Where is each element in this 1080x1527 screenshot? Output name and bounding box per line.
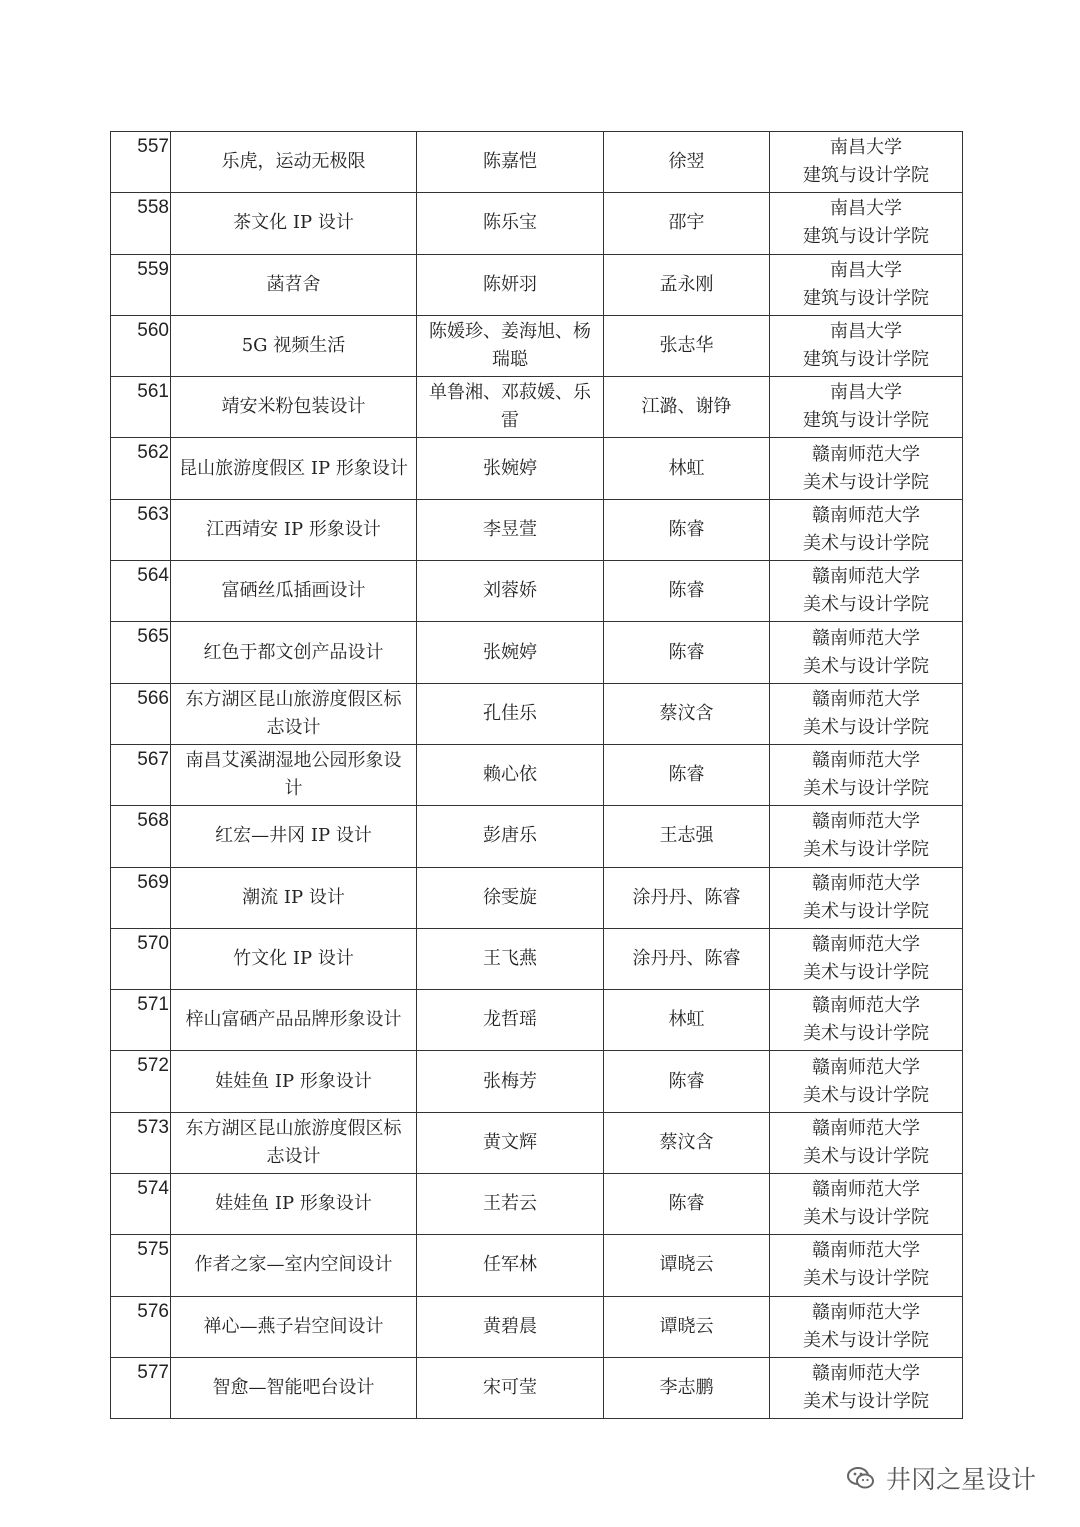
watermark: [846, 1458, 1036, 1498]
work-title-text: 红色于都文创产品设计: [203, 641, 384, 663]
work-title-text: 乐虎，运动无极限: [221, 151, 366, 173]
institution: [770, 622, 963, 683]
work-title: [171, 744, 417, 805]
author-name-text: 张婉婷: [483, 641, 537, 663]
advisor-name: [604, 683, 770, 744]
work-title: [171, 990, 417, 1051]
author-name-text: 陈嘉恺: [483, 151, 537, 173]
school-name: 赣南师范大学: [812, 811, 920, 833]
institution: [770, 315, 963, 376]
advisor-name-text: 谭晓云: [659, 1254, 714, 1276]
college-name: 美术与设计学院: [803, 839, 929, 861]
author-name: [417, 254, 604, 315]
work-title: [171, 132, 417, 193]
college-name: 美术与设计学院: [803, 1145, 929, 1167]
institution: [770, 990, 963, 1051]
work-title-text: 娃娃鱼 IP 形象设计: [215, 1193, 372, 1215]
table-row: [111, 1051, 963, 1112]
school-name: 赣南师范大学: [812, 750, 920, 772]
work-title: [171, 1357, 417, 1418]
table-row: [111, 315, 963, 376]
college-name: 建筑与设计学院: [803, 226, 929, 248]
author-name-text: 黄文辉: [483, 1131, 537, 1153]
school-name: 赣南师范大学: [812, 1056, 920, 1078]
author-name-text: 宋可莹: [483, 1377, 537, 1399]
institution: [770, 1112, 963, 1173]
school-name: 赣南师范大学: [812, 1179, 920, 1201]
work-title: [171, 1296, 417, 1357]
author-name: [417, 1235, 604, 1296]
school-name: 赣南师范大学: [812, 504, 920, 526]
advisor-name-text: 陈睿: [668, 641, 705, 663]
school-name: 赣南师范大学: [812, 995, 920, 1017]
institution: [770, 254, 963, 315]
work-title-text: 5G 视频生活: [241, 335, 346, 357]
institution: [770, 561, 963, 622]
author-name-text: 李昱萱: [483, 518, 537, 540]
work-title: [171, 1174, 417, 1235]
college-name: 建筑与设计学院: [803, 165, 929, 187]
institution: [770, 377, 963, 438]
advisor-name-text: 张志华: [659, 335, 714, 357]
row-number: 568: [111, 806, 171, 867]
table-row: [111, 806, 963, 867]
author-name: [417, 1112, 604, 1173]
college-name: 美术与设计学院: [803, 532, 929, 554]
author-name-text: 陈妍羽: [483, 273, 537, 295]
author-name-text: 张婉婷: [483, 457, 537, 479]
work-title: [171, 254, 417, 315]
table-row: [111, 1235, 963, 1296]
table-row: [111, 254, 963, 315]
advisor-name: [604, 315, 770, 376]
advisor-name-text: 李志鹏: [659, 1377, 714, 1399]
advisor-name: [604, 254, 770, 315]
advisor-name: [604, 990, 770, 1051]
work-title: [171, 1051, 417, 1112]
work-title-text: 竹文化 IP 设计: [233, 948, 354, 969]
work-title: [171, 1112, 417, 1173]
work-title-text: 智愈—智能吧台设计: [212, 1377, 375, 1399]
work-title: [171, 1235, 417, 1296]
table-row: [111, 1357, 963, 1418]
table-row: [111, 928, 963, 989]
college-name: 建筑与设计学院: [803, 410, 929, 432]
advisor-name: [604, 867, 770, 928]
institution: [770, 438, 963, 499]
author-name: [417, 1051, 604, 1112]
wechat-icon: [846, 1463, 876, 1493]
school-name: 南昌大学: [830, 382, 902, 404]
table-row: [111, 377, 963, 438]
school-name: 南昌大学: [830, 259, 902, 281]
row-number: 562: [111, 438, 171, 499]
table-row: [111, 1296, 963, 1357]
work-title: [171, 622, 417, 683]
school-name: 赣南师范大学: [812, 688, 920, 710]
row-number: 564: [111, 561, 171, 622]
institution: [770, 806, 963, 867]
school-name: 赣南师范大学: [812, 627, 920, 649]
row-number: 566: [111, 683, 171, 744]
author-name: [417, 806, 604, 867]
work-title: [171, 438, 417, 499]
work-title-text: 昆山旅游度假区 IP 形象设计: [179, 457, 408, 479]
work-title-text: 菡苕舍: [266, 273, 321, 295]
college-name: 美术与设计学院: [803, 1391, 929, 1413]
advisor-name: [604, 438, 770, 499]
author-name-text: 单鲁湘、邓菽媛、乐雷: [429, 382, 591, 432]
table-row: [111, 132, 963, 193]
work-title-text: 梓山富硒产品品牌形象设计: [185, 1009, 402, 1031]
advisor-name: [604, 1357, 770, 1418]
school-name: 南昌大学: [830, 321, 902, 343]
author-name-text: 陈媛珍、姜海旭、杨瑞聪: [429, 321, 591, 371]
row-number: 570: [111, 928, 171, 989]
school-name: 南昌大学: [830, 137, 902, 159]
author-name: [417, 928, 604, 989]
author-name-text: 王飞燕: [483, 948, 537, 969]
school-name: 赣南师范大学: [812, 1363, 920, 1385]
author-name: [417, 315, 604, 376]
advisor-name: [604, 193, 770, 254]
institution: [770, 1051, 963, 1112]
advisor-name-text: 江潞、谢铮: [641, 396, 732, 418]
row-number: 560: [111, 315, 171, 376]
row-number: 572: [111, 1051, 171, 1112]
college-name: 美术与设计学院: [803, 594, 929, 616]
institution: [770, 132, 963, 193]
advisor-name: [604, 377, 770, 438]
row-number: 573: [111, 1112, 171, 1173]
work-title-text: 潮流 IP 设计: [242, 886, 345, 908]
row-number: 563: [111, 499, 171, 560]
advisor-name: [604, 744, 770, 805]
advisor-name-text: 蔡汶含: [659, 702, 714, 724]
institution: [770, 193, 963, 254]
institution: [770, 744, 963, 805]
row-number: 565: [111, 622, 171, 683]
work-title-text: 南昌艾溪湖湿地公园形象设计: [185, 750, 402, 800]
advisor-name: [604, 1296, 770, 1357]
institution: [770, 1296, 963, 1357]
advisor-name: [604, 1112, 770, 1173]
school-name: 赣南师范大学: [812, 1301, 920, 1323]
author-name-text: 赖心依: [483, 764, 537, 786]
advisor-name: [604, 561, 770, 622]
advisor-name: [604, 132, 770, 193]
row-number: 577: [111, 1357, 171, 1418]
advisor-name-text: 邵宇: [668, 212, 705, 234]
college-name: 建筑与设计学院: [803, 287, 929, 309]
college-name: 美术与设计学院: [803, 655, 929, 677]
advisor-name: [604, 622, 770, 683]
college-name: 美术与设计学院: [803, 1329, 929, 1351]
awards-table: [110, 131, 963, 1419]
college-name: 美术与设计学院: [803, 1268, 929, 1290]
table-row: [111, 622, 963, 683]
advisor-name-text: 蔡汶含: [659, 1131, 714, 1153]
author-name: [417, 438, 604, 499]
author-name-text: 陈乐宝: [483, 212, 537, 234]
table-row: [111, 867, 963, 928]
table-row: [111, 683, 963, 744]
row-number: 575: [111, 1235, 171, 1296]
author-name-text: 龙哲瑶: [483, 1009, 537, 1031]
author-name-text: 彭唐乐: [483, 825, 537, 847]
watermark-text: 井冈之星设计: [886, 1465, 1037, 1494]
advisor-name-text: 王志强: [659, 825, 714, 847]
work-title: [171, 561, 417, 622]
work-title-text: 茶文化 IP 设计: [233, 212, 354, 234]
work-title-text: 红宏—井冈 IP 设计: [215, 825, 372, 847]
author-name: [417, 622, 604, 683]
row-number: 561: [111, 377, 171, 438]
author-name: [417, 990, 604, 1051]
college-name: 美术与设计学院: [803, 778, 929, 800]
advisor-name: [604, 806, 770, 867]
author-name-text: 孔佳乐: [483, 702, 537, 724]
table-row: [111, 561, 963, 622]
advisor-name: [604, 499, 770, 560]
work-title-text: 富硒丝瓜插画设计: [221, 580, 366, 602]
row-number: 569: [111, 867, 171, 928]
author-name-text: 王若云: [483, 1193, 537, 1215]
row-number: 557: [111, 132, 171, 193]
advisor-name: [604, 928, 770, 989]
advisor-name-text: 孟永刚: [659, 273, 714, 295]
college-name: 美术与设计学院: [803, 962, 929, 983]
table-row: [111, 1112, 963, 1173]
college-name: 美术与设计学院: [803, 1023, 929, 1045]
institution: [770, 683, 963, 744]
awards-table-body: [111, 132, 963, 1419]
work-title-text: 娃娃鱼 IP 形象设计: [215, 1070, 372, 1092]
author-name-text: 黄碧晨: [483, 1315, 537, 1337]
author-name-text: 刘蓉娇: [483, 580, 537, 602]
work-title: [171, 315, 417, 376]
author-name: [417, 132, 604, 193]
school-name: 赣南师范大学: [812, 1117, 920, 1139]
table-row: [111, 193, 963, 254]
school-name: 赣南师范大学: [812, 443, 920, 465]
table-row: [111, 499, 963, 560]
school-name: 赣南师范大学: [812, 872, 920, 894]
institution: [770, 928, 963, 989]
table-row: [111, 438, 963, 499]
advisor-name-text: 陈睿: [668, 1070, 705, 1092]
institution: [770, 499, 963, 560]
author-name: [417, 744, 604, 805]
work-title: [171, 867, 417, 928]
table-row: [111, 990, 963, 1051]
advisor-name-text: 陈睿: [668, 764, 705, 786]
advisor-name-text: 谭晓云: [659, 1315, 714, 1337]
school-name: 赣南师范大学: [812, 934, 920, 955]
author-name: [417, 499, 604, 560]
college-name: 美术与设计学院: [803, 471, 929, 493]
author-name-text: 张梅芳: [483, 1070, 537, 1092]
advisor-name: [604, 1051, 770, 1112]
work-title: [171, 193, 417, 254]
work-title: [171, 928, 417, 989]
work-title-text: 作者之家—室内空间设计: [194, 1254, 393, 1276]
advisor-name: [604, 1235, 770, 1296]
advisor-name-text: 徐翌: [668, 151, 705, 173]
author-name: [417, 377, 604, 438]
row-number: 567: [111, 744, 171, 805]
institution: [770, 1174, 963, 1235]
work-title-text: 江西靖安 IP 形象设计: [206, 518, 381, 540]
school-name: 赣南师范大学: [812, 1240, 920, 1262]
college-name: 美术与设计学院: [803, 716, 929, 738]
advisor-name-text: 陈睿: [668, 1193, 705, 1215]
author-name: [417, 1357, 604, 1418]
advisor-name-text: 陈睿: [668, 580, 705, 602]
college-name: 美术与设计学院: [803, 1084, 929, 1106]
institution: [770, 867, 963, 928]
work-title-text: 东方湖区昆山旅游度假区标志设计: [185, 688, 402, 738]
advisor-name-text: 林虹: [668, 1009, 705, 1031]
row-number: 559: [111, 254, 171, 315]
institution: [770, 1357, 963, 1418]
table-row: [111, 744, 963, 805]
author-name: [417, 683, 604, 744]
work-title-text: 禅心—燕子岩空间设计: [203, 1315, 384, 1337]
college-name: 美术与设计学院: [803, 1207, 929, 1229]
work-title-text: 东方湖区昆山旅游度假区标志设计: [185, 1117, 402, 1167]
school-name: 南昌大学: [830, 198, 902, 220]
work-title: [171, 377, 417, 438]
author-name: [417, 561, 604, 622]
work-title: [171, 806, 417, 867]
advisor-name: [604, 1174, 770, 1235]
author-name: [417, 193, 604, 254]
author-name-text: 任军林: [483, 1254, 537, 1276]
row-number: 558: [111, 193, 171, 254]
row-number: 574: [111, 1174, 171, 1235]
author-name-text: 徐雯旋: [483, 886, 537, 908]
college-name: 建筑与设计学院: [803, 349, 929, 371]
author-name: [417, 867, 604, 928]
row-number: 576: [111, 1296, 171, 1357]
author-name: [417, 1174, 604, 1235]
work-title: [171, 683, 417, 744]
institution: [770, 1235, 963, 1296]
work-title: [171, 499, 417, 560]
advisor-name-text: 涂丹丹、陈睿: [632, 886, 741, 908]
advisor-name-text: 林虹: [668, 457, 705, 479]
row-number: 571: [111, 990, 171, 1051]
school-name: 赣南师范大学: [812, 566, 920, 588]
author-name: [417, 1296, 604, 1357]
work-title-text: 靖安米粉包装设计: [221, 396, 366, 418]
table-row: [111, 1174, 963, 1235]
advisor-name-text: 涂丹丹、陈睿: [632, 948, 741, 969]
advisor-name-text: 陈睿: [668, 518, 705, 540]
college-name: 美术与设计学院: [803, 900, 929, 922]
